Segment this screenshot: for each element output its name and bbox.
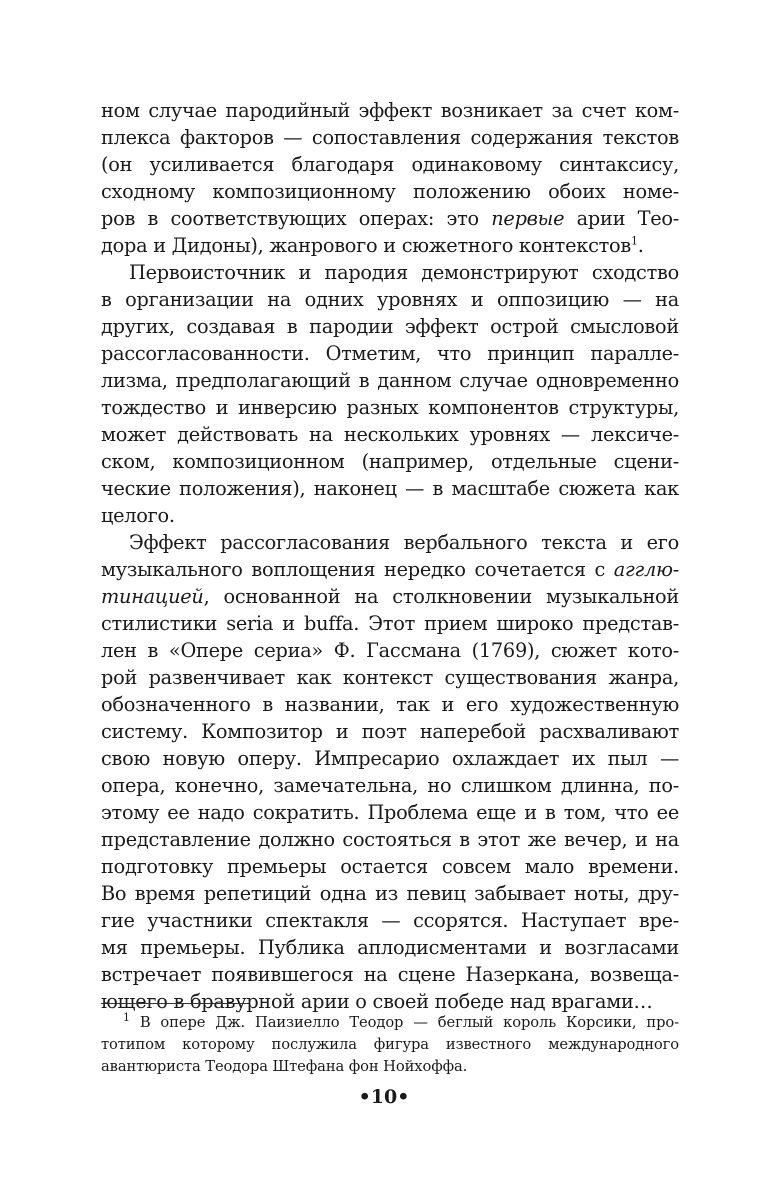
text-line: этому ее надо сократить. Проблема еще и в том, что ее: [101, 801, 679, 824]
text-line: лен в «Опере сериа» Ф. Гассмана (1769), сюжет кото-: [101, 639, 679, 662]
text-line: стилистики seria и buffa. Этот прием широко представ-: [101, 612, 679, 635]
footnote-ref[interactable]: 1: [631, 234, 638, 248]
text-line: [101, 205, 679, 232]
emphasis: агглю-: [613, 558, 679, 581]
text-line: [101, 556, 679, 583]
footnotes: [101, 1012, 679, 1078]
text-line: лизма, предполагающий в данном случае одновременно: [101, 369, 679, 392]
emphasis: первые: [491, 207, 565, 230]
footnote-line: [101, 1012, 679, 1034]
text-line: подготовку премьеры остается совсем мало времени.: [101, 855, 679, 878]
text-run: арии Тео-: [564, 207, 679, 230]
text-line: обозначенного в названии, так и его художественную: [101, 693, 679, 716]
paragraph-1: [101, 97, 679, 259]
text-line: ческие положения), наконец — в масштабе сюжета как: [101, 477, 679, 500]
text-run: В опере Дж. Паизиелло Теодор — беглый король Корсики, про-: [129, 1014, 679, 1031]
page-number: •10•: [358, 1086, 410, 1108]
footnote-divider: [101, 1003, 249, 1004]
text-line: встречает появившегося на сцене Назеркана, возвеща-: [101, 963, 679, 986]
text-line: в организации на одних уровнях и оппозицию — на: [101, 288, 679, 311]
text-line: сходному композиционному положению обоих номе-: [101, 180, 679, 203]
body-text: [101, 97, 679, 1015]
paragraph-2: [101, 259, 679, 529]
text-run: , основанной на столкновении музыкальной: [203, 585, 679, 608]
text-line: ском, композиционном (например, отдельные сцени-: [101, 450, 679, 473]
paragraph-3: [101, 529, 679, 1015]
text-run: музыкального воплощения нередко сочетается с: [101, 558, 614, 581]
footnote-marker: 1: [123, 1011, 130, 1025]
text-line: гие участники спектакля — ссорятся. Наступает вре-: [101, 909, 679, 932]
text-line: рассогласованности. Отметим, что принцип паралле-: [101, 342, 679, 365]
footnote-line: тотипом которому послужила фигура известного международного: [101, 1036, 679, 1053]
text-line: рой развенчивает как контекст существования жанра,: [101, 666, 679, 689]
text-line: [101, 232, 679, 259]
text-line: целого.: [101, 504, 175, 527]
text-line: ющего в бравурной арии о своей победе над врагами…: [101, 990, 653, 1013]
text-line: свою новую оперу. Импресарио охлаждает их пыл —: [101, 747, 679, 770]
text-line: ном случае пародийный эффект возникает за счет ком-: [101, 99, 679, 122]
text-line: мя премьеры. Публика аплодисментами и возгласами: [101, 936, 679, 959]
text-line: систему. Композитор и поэт наперебой расхваливают: [101, 720, 679, 743]
text-line: других, создавая в пародии эффект острой смысловой: [101, 315, 679, 338]
text-line: Эффект рассогласования вербального текста и его: [129, 531, 679, 554]
text-line: тождество и инверсию разных компонентов структуры,: [101, 396, 679, 419]
text-line: Первоисточник и пародия демонстрируют сходство: [129, 261, 679, 284]
text-line: [101, 583, 679, 610]
text-line: представление должно состояться в этот же вечер, и на: [101, 828, 679, 851]
emphasis: тинацией: [101, 585, 204, 608]
text-line: Во время репетиций одна из певиц забывает ноты, дру-: [101, 882, 679, 905]
text-line: может действовать на нескольких уровнях — лексиче-: [101, 423, 679, 446]
footnote-line: авантюриста Теодора Штефана фон Нойхоффа.: [101, 1058, 468, 1075]
text-run: ров в соответствующих операх: это: [101, 207, 492, 230]
text-run: .: [637, 234, 644, 257]
text-line: плекса факторов — сопоставления содержания текстов: [101, 126, 679, 149]
text-run: дора и Дидоны), жанрового и сюжетного контекстов: [101, 234, 631, 257]
text-line: (он усиливается благодаря одинаковому синтаксису,: [101, 153, 679, 176]
text-line: опера, конечно, замечательна, но слишком длинна, по-: [101, 774, 679, 797]
